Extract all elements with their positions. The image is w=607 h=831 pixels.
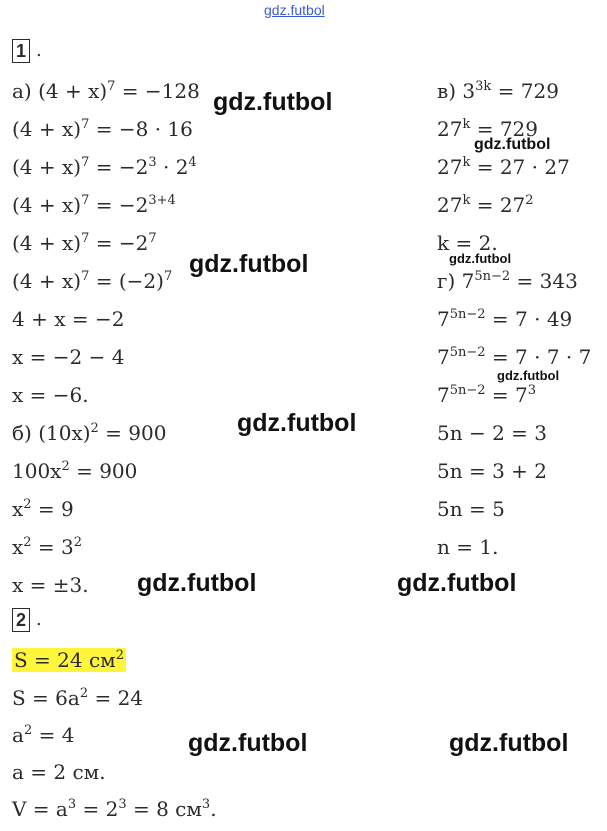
exponent: 2 [79, 686, 89, 701]
math-text: = 27 [470, 193, 526, 217]
exponent: 7 [81, 117, 90, 132]
math-text: = 343 [510, 269, 578, 293]
exponent: 2 [525, 193, 534, 208]
math-text: 27 [437, 193, 463, 217]
math-text: = 900 [69, 459, 138, 483]
math-text: x [12, 497, 24, 521]
exponent: k [462, 155, 471, 170]
exponent: 7 [148, 231, 157, 246]
math-text: S = 6a [12, 686, 80, 710]
math-line [12, 231, 157, 255]
exponent: 2 [73, 535, 83, 550]
math-text: · 2 [156, 155, 189, 179]
math-line [12, 193, 176, 217]
math-text: = −8 · 16 [89, 117, 193, 141]
math-text: x = ±3. [12, 573, 89, 597]
math-line [12, 760, 106, 784]
math-line [437, 421, 547, 445]
math-line [12, 269, 172, 293]
math-text: x = −2 − 4 [12, 345, 125, 369]
math-line [437, 79, 559, 103]
exponent: 3 [527, 383, 537, 398]
math-text: = 9 [31, 497, 74, 521]
math-text: 5n = 3 + 2 [437, 459, 547, 483]
math-text: (4 + x) [12, 231, 82, 255]
exponent: 7 [81, 269, 90, 284]
exponent: k [462, 193, 471, 208]
exponent: 7 [81, 155, 90, 170]
math-text: = 729 [470, 117, 538, 141]
exponent: 2 [23, 497, 32, 512]
highlight-mark [12, 648, 126, 672]
math-line [12, 797, 217, 821]
exponent: 3 [201, 797, 211, 812]
watermark: gdz.futbol [237, 409, 357, 437]
exponent: 3+4 [148, 193, 176, 208]
math-line [12, 421, 166, 445]
math-text: (4 + x) [12, 155, 82, 179]
watermark: gdz.futbol [189, 250, 309, 278]
math-text: = 729 [491, 79, 559, 103]
math-text: V = a [12, 797, 68, 821]
math-line [437, 155, 570, 179]
math-line [12, 345, 124, 369]
math-text: = 24 [88, 686, 144, 710]
watermark: gdz.futbol [213, 88, 333, 116]
watermark: gdz.futbol [497, 368, 560, 383]
math-text: = 900 [98, 421, 167, 445]
header-link[interactable]: gdz.futbol [264, 2, 325, 18]
watermark: gdz.futbol [397, 569, 517, 597]
exponent: 7 [163, 269, 173, 284]
math-text: г) 7 [437, 269, 475, 293]
math-text: (4 + x) [12, 117, 82, 141]
math-text: x [12, 535, 24, 559]
exponent: 2 [61, 459, 70, 474]
exponent: 5n−2 [449, 307, 486, 322]
exponent: 2 [23, 535, 32, 550]
math-text: a = 2 см. [12, 760, 106, 784]
math-line [437, 535, 498, 559]
math-line [437, 193, 534, 217]
math-text: 4 + x = −2 [12, 307, 125, 331]
math-text: . [210, 797, 217, 821]
math-text: 27 [437, 117, 463, 141]
math-text: б) (10x) [12, 421, 91, 445]
highlighted-given [12, 648, 126, 672]
math-line [12, 573, 89, 597]
exponent: 2 [115, 648, 125, 663]
math-line [12, 307, 124, 331]
exponent: 7 [81, 193, 90, 208]
math-line [12, 155, 197, 179]
watermark: gdz.futbol [474, 136, 551, 153]
math-line [437, 383, 536, 407]
math-text: 100x [12, 459, 62, 483]
exponent: 3 [148, 155, 157, 170]
math-text: = 7 [485, 383, 528, 407]
math-text: = 4 [32, 723, 75, 747]
math-line [12, 723, 74, 747]
exponent: 3k [475, 79, 492, 94]
math-text: = 7 · 49 [485, 307, 573, 331]
math-line [12, 686, 143, 710]
math-line [12, 497, 74, 521]
exponent: k [462, 117, 471, 132]
watermark: gdz.futbol [137, 569, 257, 597]
watermark: gdz.futbol [188, 729, 308, 757]
math-text: x = −6. [12, 383, 89, 407]
exponent: 7 [81, 231, 90, 246]
exponent: 2 [23, 723, 33, 738]
exponent: 7 [107, 79, 116, 94]
watermark: gdz.futbol [449, 251, 512, 266]
watermark: gdz.futbol [449, 729, 569, 757]
math-line [12, 79, 200, 103]
math-line [437, 269, 578, 293]
task-number-1: 1 [12, 39, 30, 63]
math-text: = −2 [89, 231, 149, 255]
math-text: a [12, 723, 24, 747]
math-line [437, 307, 572, 331]
math-text: = 27 · 27 [470, 155, 570, 179]
math-text: 5n = 5 [437, 497, 505, 521]
math-text: = 2 [76, 797, 119, 821]
math-line [437, 497, 505, 521]
math-text: S = 24 см [14, 648, 116, 672]
exponent: 2 [90, 421, 99, 436]
task-number-2: 2 [12, 608, 30, 632]
math-text: n = 1. [437, 535, 499, 559]
math-text: 5n − 2 = 3 [437, 421, 547, 445]
math-text: = −2 [89, 193, 149, 217]
math-text: = −2 [89, 155, 149, 179]
math-text: 7 [437, 345, 450, 369]
math-text: k = 2. [437, 231, 498, 255]
math-line [12, 117, 193, 141]
math-line [12, 459, 137, 483]
math-text: = (−2) [89, 269, 164, 293]
exponent: 5n−2 [474, 269, 511, 284]
math-text: = −128 [115, 79, 200, 103]
math-line [437, 459, 547, 483]
math-text: = 7 · 7 · 7 [485, 345, 592, 369]
math-line [12, 535, 82, 559]
math-line [437, 345, 591, 369]
math-text: = 8 см [126, 797, 202, 821]
math-text: в) 3 [437, 79, 476, 103]
exponent: 5n−2 [449, 383, 486, 398]
exponent: 3 [118, 797, 127, 812]
math-text: 27 [437, 155, 463, 179]
exponent: 3 [67, 797, 77, 812]
task-number-dot: . [36, 40, 42, 61]
task-number-dot: . [36, 609, 42, 630]
exponent: 4 [188, 155, 197, 170]
math-text: = 3 [31, 535, 74, 559]
math-text: (4 + x) [12, 269, 82, 293]
math-line [12, 383, 89, 407]
math-text: 7 [437, 383, 450, 407]
exponent: 5n−2 [449, 345, 486, 360]
math-text: 7 [437, 307, 450, 331]
math-text: а) (4 + x) [12, 79, 108, 103]
math-text: (4 + x) [12, 193, 82, 217]
